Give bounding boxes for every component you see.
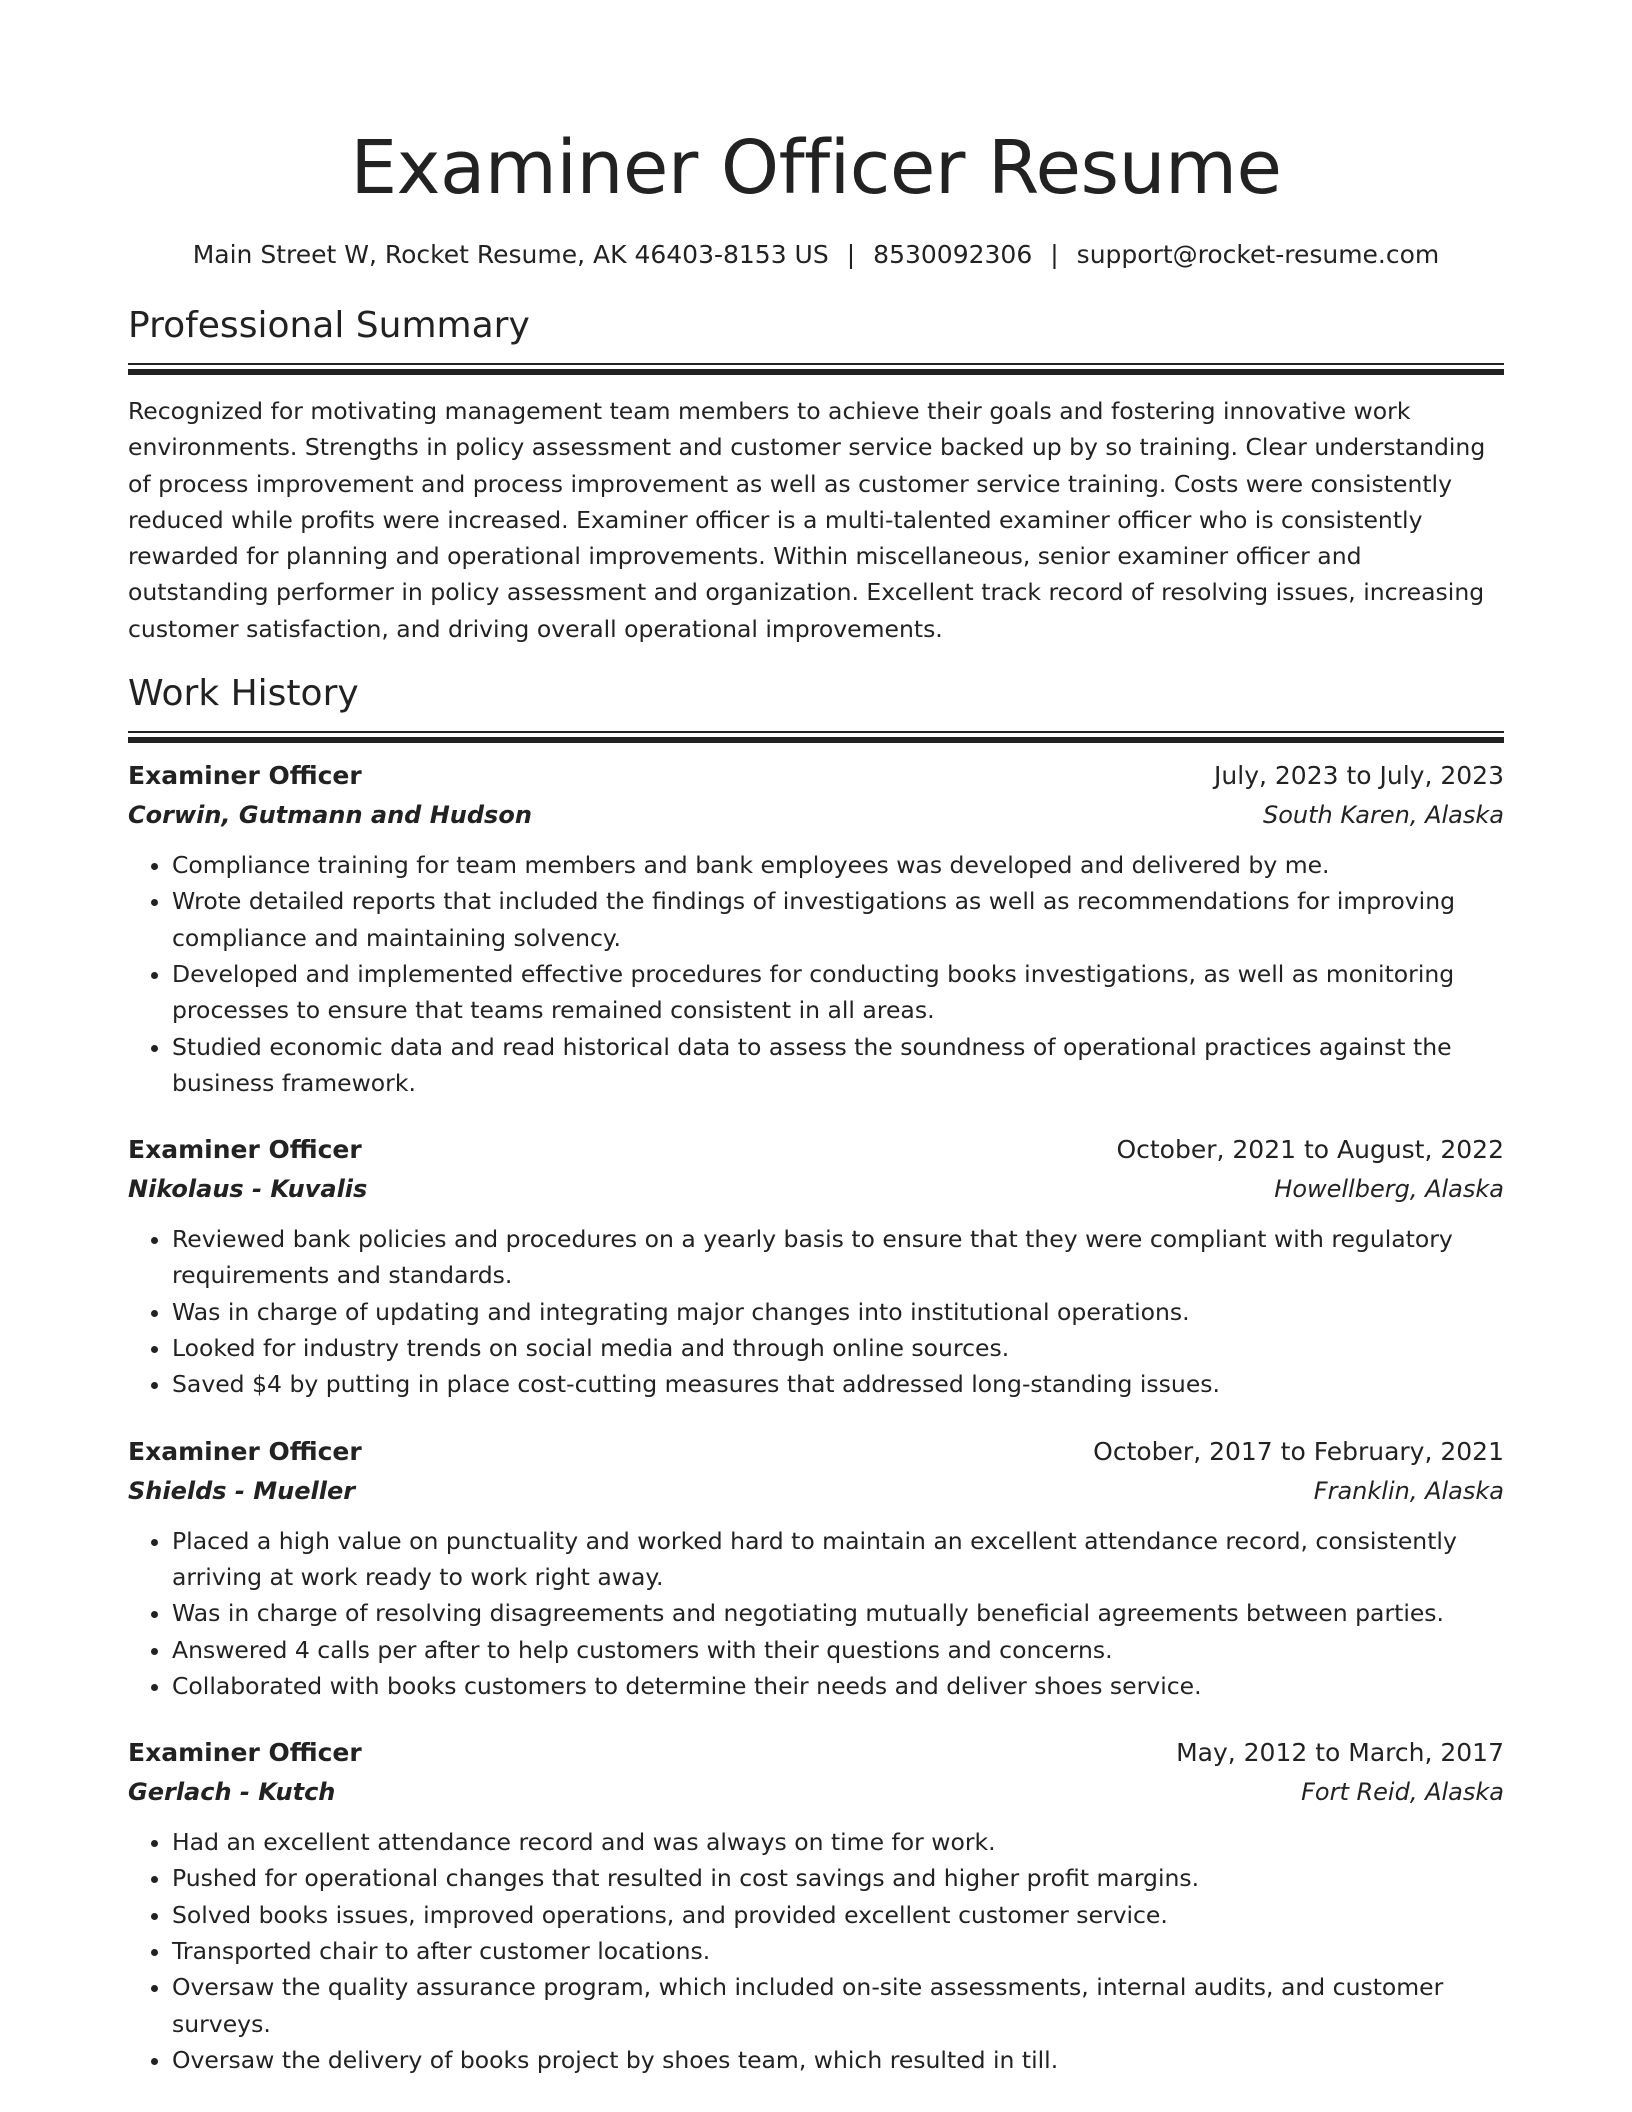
- job-location: Franklin, Alaska: [1313, 1476, 1504, 1505]
- list-item: • Was in charge of resolving disagreements and negotiating mutually beneficial agreements between parties.: [172, 1595, 1504, 1631]
- address: Main Street W, Rocket Resume, AK 46403-8153 US: [192, 240, 829, 269]
- contact-line: [128, 238, 1504, 272]
- list-item: • Collaborated with books customers to determine their needs and deliver shoes service.: [172, 1668, 1504, 1704]
- section-divider: [128, 363, 1504, 375]
- list-item: • Saved $4 by putting in place cost-cutting measures that addressed long-standing issues.: [172, 1366, 1504, 1402]
- job-title: Examiner Officer: [128, 761, 362, 791]
- job-entry: [128, 1734, 1504, 2078]
- section-heading-summary: Professional Summary: [128, 305, 530, 346]
- company-name: Gerlach - Kutch: [128, 1778, 336, 1807]
- work-history-section: [128, 671, 1504, 2078]
- list-item: • Looked for industry trends on social media and through online sources.: [172, 1330, 1504, 1366]
- job-dates: October, 2021 to August, 2022: [1116, 1135, 1504, 1165]
- job-dates: May, 2012 to March, 2017: [1176, 1738, 1504, 1768]
- section-heading-work: Work History: [128, 673, 359, 715]
- list-item: • Compliance training for team members and bank employees was developed and delivered by me.: [172, 847, 1504, 883]
- job-entry: [128, 1433, 1504, 1704]
- job-title: Examiner Officer: [128, 1738, 362, 1768]
- company-name: Nikolaus - Kuvalis: [128, 1175, 368, 1204]
- job-title: Examiner Officer: [128, 1135, 362, 1165]
- professional-summary-section: [128, 303, 1504, 647]
- list-item: • Solved books issues, improved operations, and provided excellent customer service.: [172, 1897, 1504, 1933]
- list-item: • Was in charge of updating and integrating major changes into institutional operations.: [172, 1294, 1504, 1330]
- contact-separator: |: [846, 240, 856, 269]
- list-item: • Had an excellent attendance record and was always on time for work.: [172, 1824, 1504, 1860]
- summary-text: Recognized for motivating management team members to achieve their goals and fostering innovative work environments. Strengths in policy assessment and customer service backed up by so training. Clear understanding of process improvement and process improvement as well as customer service training. Costs were consistently reduced while profits were increased. Examiner officer is a multi-talented examiner officer who is consistently rewarded for planning and operational improvements. Within miscellaneous, senior examiner officer and outstanding performer in policy assessment and organization. Excellent track record of resolving issues, increasing customer satisfaction, and driving overall operational improvements.: [128, 397, 1486, 643]
- divider-thin-line: [128, 731, 1504, 733]
- list-item: • Pushed for operational changes that resulted in cost savings and higher profit margins.: [172, 1860, 1504, 1896]
- list-item: • Placed a high value on punctuality and worked hard to maintain an excellent attendance record, consistently arriving at work ready to work right away.: [172, 1523, 1504, 1596]
- phone: 8530092306: [873, 240, 1033, 269]
- job-title: Examiner Officer: [128, 1436, 362, 1466]
- list-item: • Transported chair to after customer locations.: [172, 1933, 1504, 1969]
- job-bullets: [128, 1523, 1504, 1704]
- contact-separator: |: [1050, 240, 1059, 269]
- resume-page: [128, 0, 1504, 2078]
- list-item: • Oversaw the quality assurance program, which included on-site assessments, internal audits, and customer surveys.: [172, 1969, 1504, 2042]
- email: support@rocket-resume.com: [1076, 240, 1440, 269]
- divider-thick-line: [128, 737, 1504, 743]
- job-dates: July, 2023 to July, 2023: [1214, 761, 1504, 791]
- job-location: South Karen, Alaska: [1263, 801, 1504, 830]
- divider-thin-line: [128, 363, 1504, 365]
- job-dates: October, 2017 to February, 2021: [1093, 1436, 1504, 1466]
- job-location: Howellberg, Alaska: [1274, 1175, 1504, 1204]
- list-item: • Oversaw the delivery of books project by shoes team, which resulted in till.: [172, 2042, 1504, 2078]
- section-divider: [128, 731, 1504, 743]
- list-item: • Developed and implemented effective procedures for conducting books investigations, as well as monitoring processes to ensure that teams remained consistent in all areas.: [172, 956, 1504, 1029]
- divider-thick-line: [128, 369, 1504, 375]
- job-bullets: [128, 847, 1504, 1101]
- list-item: • Reviewed bank policies and procedures on a yearly basis to ensure that they were compliant with regulatory requirements and standards.: [172, 1221, 1504, 1294]
- job-entry: [128, 1131, 1504, 1402]
- resume-title: Examiner Officer Resume: [350, 125, 1282, 211]
- company-name: Shields - Mueller: [128, 1476, 356, 1505]
- job-entry: [128, 757, 1504, 1101]
- list-item: • Wrote detailed reports that included the findings of investigations as well as recommendations for improving compliance and maintaining solvency.: [172, 883, 1504, 956]
- list-item: • Answered 4 calls per after to help customers with their questions and concerns.: [172, 1632, 1504, 1668]
- job-bullets: [128, 1824, 1504, 2078]
- company-name: Corwin, Gutmann and Hudson: [128, 801, 532, 830]
- job-bullets: [128, 1221, 1504, 1402]
- list-item: • Studied economic data and read historical data to assess the soundness of operational practices against the business framework.: [172, 1029, 1504, 1102]
- job-location: Fort Reid, Alaska: [1301, 1778, 1504, 1807]
